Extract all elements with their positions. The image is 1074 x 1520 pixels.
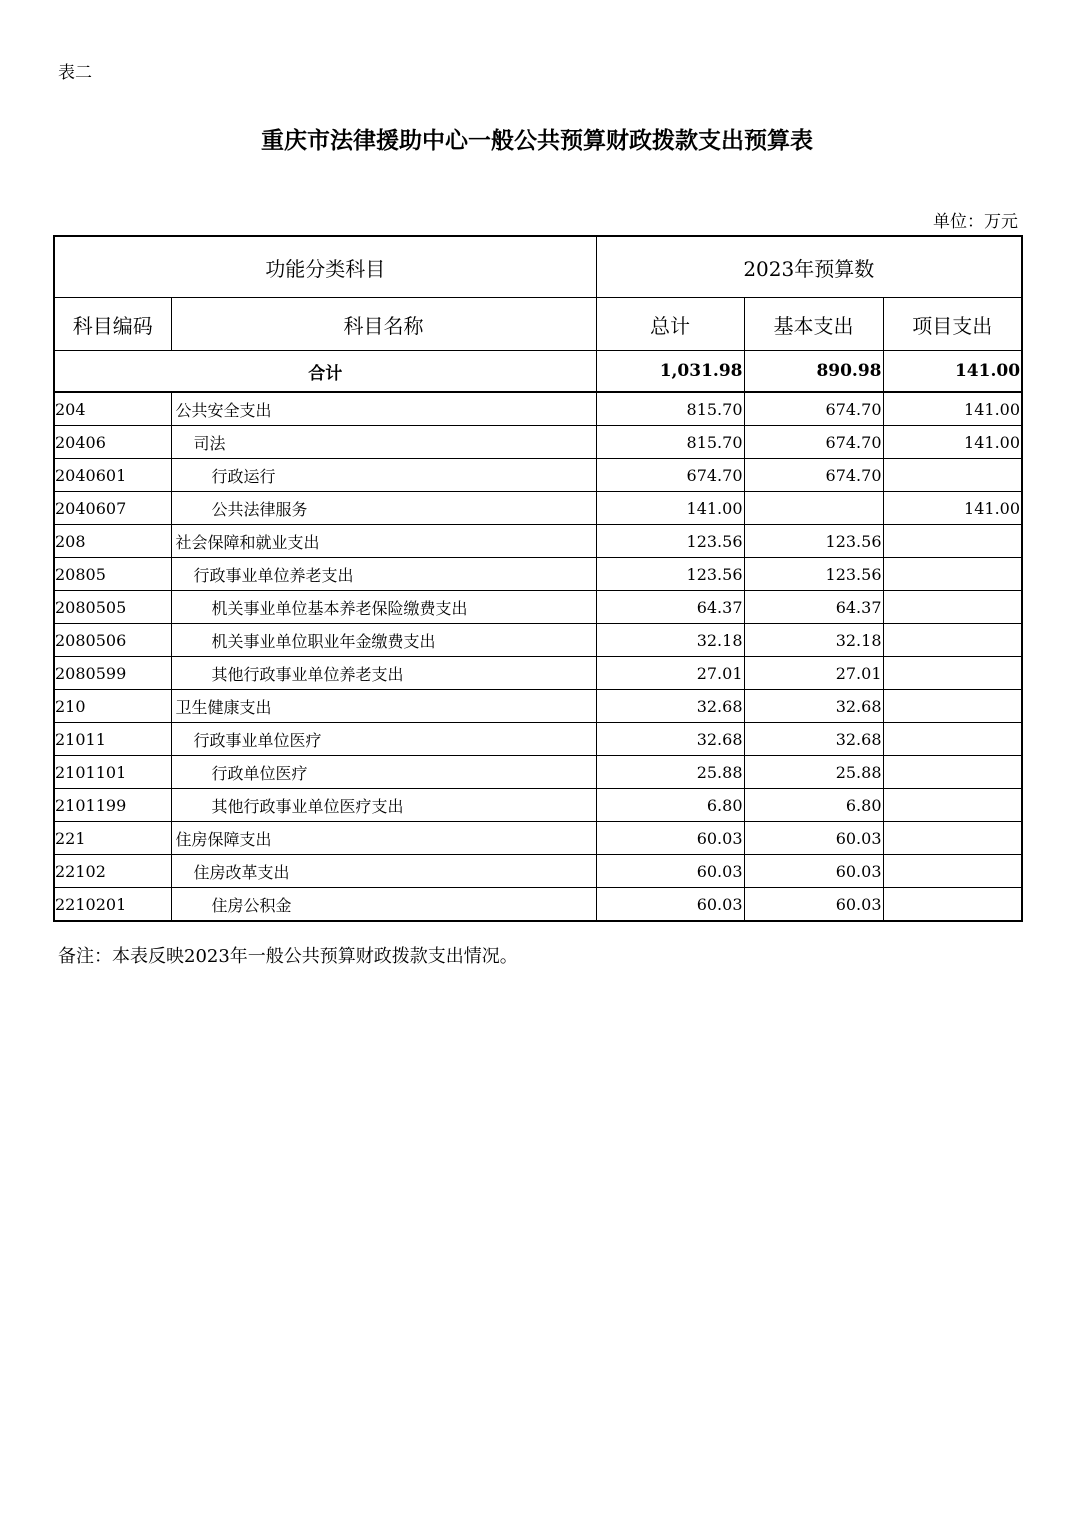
footnote: 备注：本表反映2023年一般公共预算财政拨款支出情况。 (58, 946, 518, 967)
row-code: 2040601 (54, 459, 171, 492)
total-project: 141.00 (883, 351, 1022, 393)
row-name: 行政运行 (171, 459, 596, 492)
table-row (54, 392, 1022, 426)
table-row (54, 525, 1022, 558)
header-column-row (54, 298, 1022, 351)
row-project (883, 855, 1022, 888)
row-code: 21011 (54, 723, 171, 756)
row-basic: 6.80 (744, 789, 883, 822)
row-code: 20406 (54, 426, 171, 459)
row-basic: 64.37 (744, 591, 883, 624)
header-project: 项目支出 (883, 298, 1022, 351)
row-total: 64.37 (596, 591, 744, 624)
row-project (883, 525, 1022, 558)
row-project (883, 657, 1022, 690)
row-basic: 25.88 (744, 756, 883, 789)
row-total: 815.70 (596, 426, 744, 459)
row-basic: 674.70 (744, 392, 883, 426)
row-total: 60.03 (596, 888, 744, 922)
header-group-row (54, 236, 1022, 298)
row-name: 司法 (171, 426, 596, 459)
row-total: 32.68 (596, 690, 744, 723)
row-basic: 32.68 (744, 723, 883, 756)
row-total: 123.56 (596, 558, 744, 591)
table-row (54, 723, 1022, 756)
table-row (54, 789, 1022, 822)
table-row (54, 558, 1022, 591)
row-total: 815.70 (596, 392, 744, 426)
row-basic: 123.56 (744, 525, 883, 558)
row-total: 60.03 (596, 822, 744, 855)
row-name: 行政单位医疗 (171, 756, 596, 789)
unit-label: 单位：万元 (933, 212, 1018, 232)
table-row (54, 690, 1022, 723)
row-code: 2101101 (54, 756, 171, 789)
row-project (883, 756, 1022, 789)
row-name: 住房保障支出 (171, 822, 596, 855)
row-basic: 674.70 (744, 426, 883, 459)
row-total: 32.68 (596, 723, 744, 756)
row-project: 141.00 (883, 426, 1022, 459)
row-project (883, 723, 1022, 756)
total-basic: 890.98 (744, 351, 883, 393)
row-total: 25.88 (596, 756, 744, 789)
row-total: 27.01 (596, 657, 744, 690)
header-total: 总计 (596, 298, 744, 351)
row-code: 221 (54, 822, 171, 855)
row-name: 行政事业单位养老支出 (171, 558, 596, 591)
row-basic: 60.03 (744, 822, 883, 855)
row-project (883, 624, 1022, 657)
row-code: 2080506 (54, 624, 171, 657)
row-code: 2040607 (54, 492, 171, 525)
table-row (54, 756, 1022, 789)
row-project (883, 459, 1022, 492)
total-row (54, 351, 1022, 393)
row-code: 2210201 (54, 888, 171, 922)
row-name: 公共法律服务 (171, 492, 596, 525)
row-name: 行政事业单位医疗 (171, 723, 596, 756)
row-project (883, 822, 1022, 855)
row-code: 2080505 (54, 591, 171, 624)
row-project (883, 558, 1022, 591)
row-code: 20805 (54, 558, 171, 591)
row-project (883, 888, 1022, 922)
row-basic: 60.03 (744, 855, 883, 888)
row-name: 公共安全支出 (171, 392, 596, 426)
header-basic: 基本支出 (744, 298, 883, 351)
page-title: 重庆市法律援助中心一般公共预算财政拨款支出预算表 (261, 127, 813, 154)
row-basic: 32.68 (744, 690, 883, 723)
row-name: 机关事业单位职业年金缴费支出 (171, 624, 596, 657)
row-name: 住房公积金 (171, 888, 596, 922)
table-row (54, 855, 1022, 888)
row-project (883, 789, 1022, 822)
row-project: 141.00 (883, 392, 1022, 426)
row-name: 其他行政事业单位养老支出 (171, 657, 596, 690)
header-name: 科目名称 (171, 298, 596, 351)
row-project (883, 591, 1022, 624)
row-total: 60.03 (596, 855, 744, 888)
row-name: 机关事业单位基本养老保险缴费支出 (171, 591, 596, 624)
row-name: 社会保障和就业支出 (171, 525, 596, 558)
row-code: 204 (54, 392, 171, 426)
row-basic: 123.56 (744, 558, 883, 591)
row-total: 141.00 (596, 492, 744, 525)
row-code: 210 (54, 690, 171, 723)
total-sum: 1,031.98 (596, 351, 744, 393)
table-row (54, 459, 1022, 492)
row-basic: 60.03 (744, 888, 883, 922)
header-budget-year: 2023年预算数 (596, 236, 1022, 298)
table-row (54, 822, 1022, 855)
table-row (54, 657, 1022, 690)
row-code: 22102 (54, 855, 171, 888)
row-basic: 32.18 (744, 624, 883, 657)
row-name: 卫生健康支出 (171, 690, 596, 723)
row-code: 2101199 (54, 789, 171, 822)
row-name: 其他行政事业单位医疗支出 (171, 789, 596, 822)
budget-table (53, 235, 1023, 922)
row-total: 32.18 (596, 624, 744, 657)
row-basic (744, 492, 883, 525)
header-function-category: 功能分类科目 (54, 236, 596, 298)
row-project (883, 690, 1022, 723)
table-row (54, 624, 1022, 657)
header-code: 科目编码 (54, 298, 171, 351)
total-label: 合计 (54, 351, 596, 393)
row-code: 208 (54, 525, 171, 558)
row-code: 2080599 (54, 657, 171, 690)
row-project: 141.00 (883, 492, 1022, 525)
row-total: 674.70 (596, 459, 744, 492)
row-total: 123.56 (596, 525, 744, 558)
row-name: 住房改革支出 (171, 855, 596, 888)
table-row (54, 591, 1022, 624)
table-row (54, 492, 1022, 525)
table-row (54, 888, 1022, 922)
row-basic: 27.01 (744, 657, 883, 690)
row-basic: 674.70 (744, 459, 883, 492)
row-total: 6.80 (596, 789, 744, 822)
document-label: 表二 (58, 63, 92, 83)
table-row (54, 426, 1022, 459)
